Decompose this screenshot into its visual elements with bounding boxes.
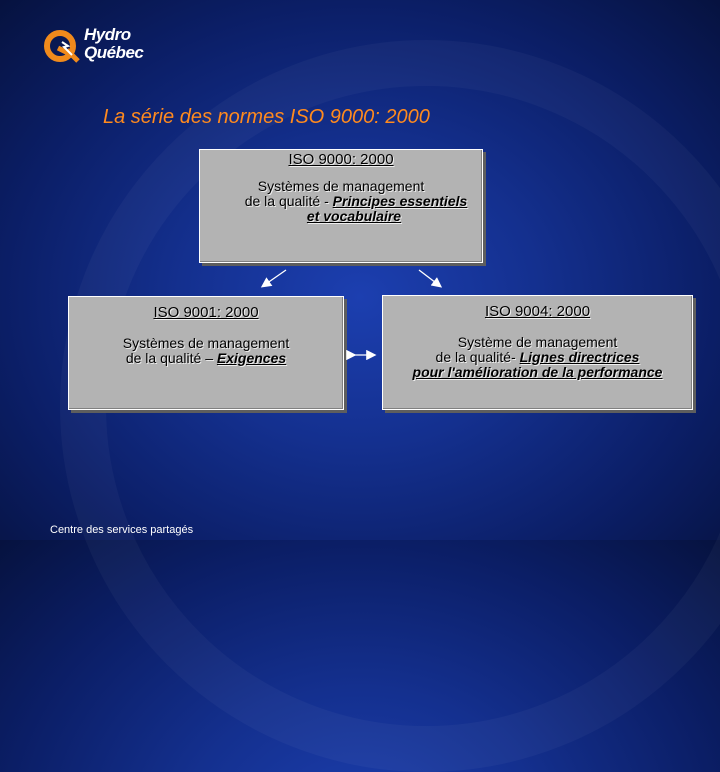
iso-9001-line-2-prefix: de la qualité –: [125, 350, 217, 366]
iso-9004-line-3: pour l'amélioration de la performance: [412, 364, 663, 380]
logo-line-1: Hydro: [84, 25, 131, 44]
iso-9004-title: ISO 9004: 2000: [484, 303, 591, 320]
iso-9001-emphasis: Exigences: [216, 350, 287, 366]
iso-9000-line-3: et vocabulaire: [306, 208, 402, 224]
iso-9001-title: ISO 9001: 2000: [153, 304, 259, 321]
iso-9000-line-1: Systèmes de management: [257, 178, 425, 194]
iso-9004-emphasis: Lignes directrices: [519, 349, 640, 365]
iso-9001-line-1: Systèmes de management: [122, 335, 290, 351]
iso-9000-title: ISO 9000: 2000: [288, 151, 394, 168]
arrow-to-9001: [263, 270, 286, 286]
iso-9004-line-2-prefix: de la qualité-: [435, 349, 520, 365]
iso-9004-line-1: Système de management: [457, 334, 618, 350]
iso-9000-emphasis: Principes essentiels: [332, 193, 468, 209]
arrow-to-9004: [419, 270, 440, 286]
footer-text: Centre des services partagés: [50, 524, 194, 536]
slide-title: La série des normes ISO 9000: 2000: [103, 106, 430, 128]
logo-line-2: Québec: [84, 43, 144, 62]
iso-9000-line-2-prefix: de la qualité -: [244, 193, 333, 209]
